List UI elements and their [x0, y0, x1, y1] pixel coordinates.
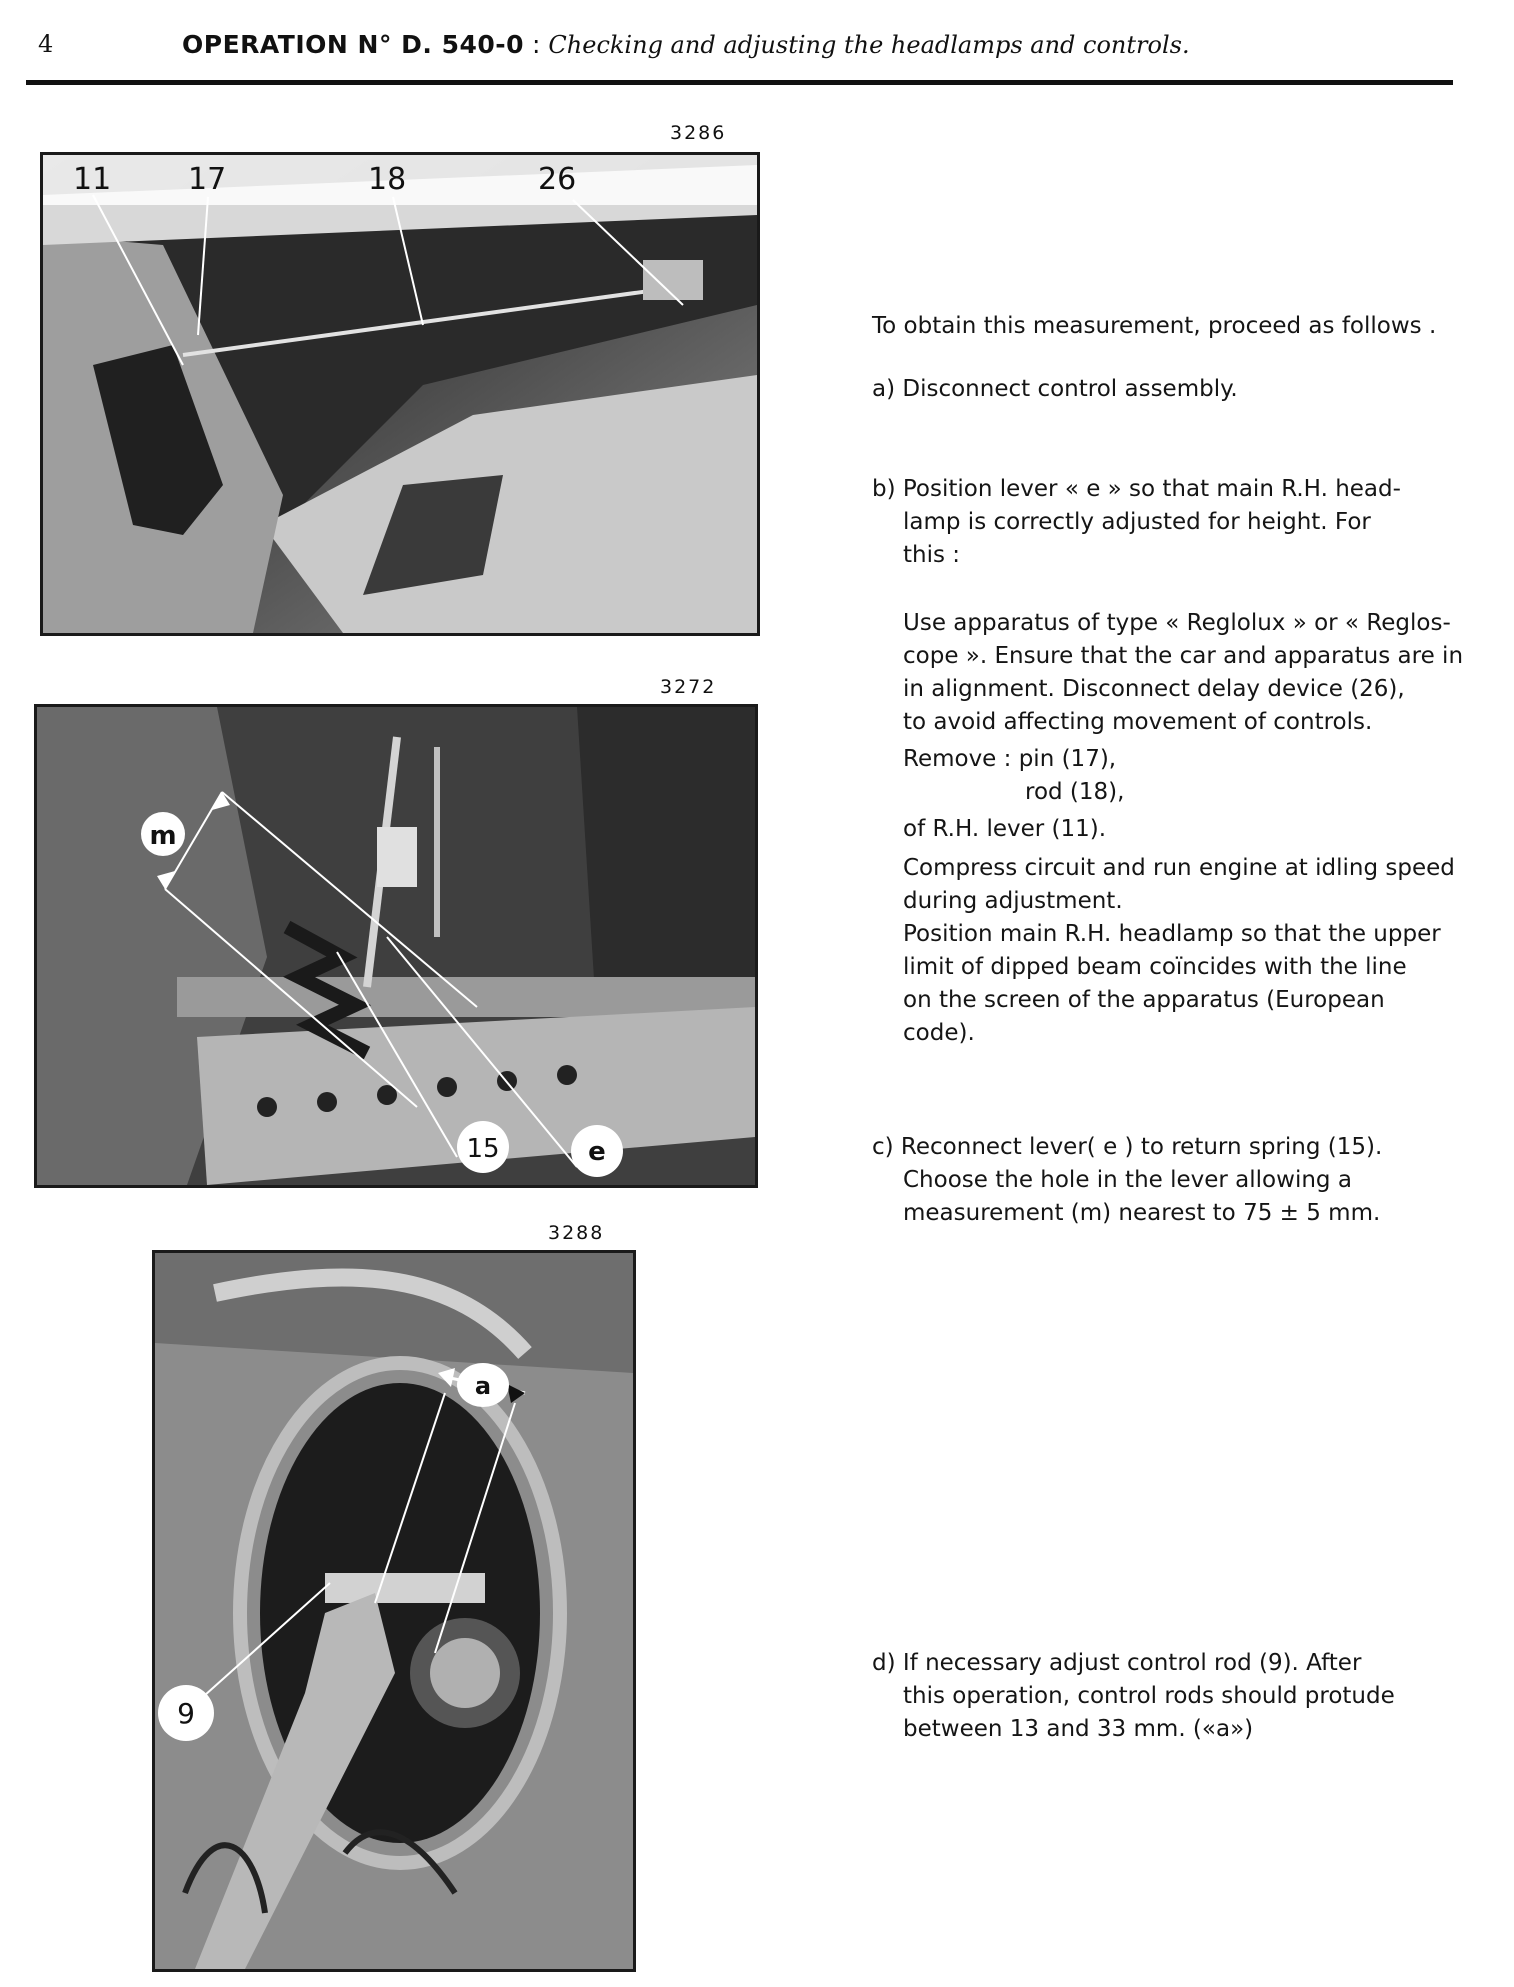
step-b-line-14: limit of dipped beam coïncides with the line: [903, 954, 1407, 980]
figure-number-3288: 3288: [548, 1222, 605, 1244]
photo-figure-3272: [34, 704, 758, 1188]
step-a-line: a) Disconnect control assembly.: [872, 376, 1238, 402]
step-d-line-3: between 13 and 33 mm. («a»): [903, 1716, 1254, 1742]
step-b-line-15: on the screen of the apparatus (European: [903, 987, 1385, 1013]
page-number: 4: [38, 30, 54, 58]
step-b-line-4: Use apparatus of type « Reglolux » or « Reglos-: [903, 610, 1451, 636]
step-b-line-12: during adjustment.: [903, 888, 1123, 914]
callout-18: 18: [368, 162, 407, 197]
step-d-line-2: this operation, control rods should protude: [903, 1683, 1395, 1709]
step-b-line-8: Remove : pin (17),: [903, 746, 1117, 772]
photo-figure-3286: [40, 152, 760, 636]
step-b-line-7: to avoid affecting movement of controls.: [903, 709, 1373, 735]
callout-17: 17: [188, 162, 227, 197]
step-d: [872, 1647, 1395, 1746]
step-b-line-9: rod (18),: [1025, 779, 1125, 805]
callout-m: m: [149, 821, 177, 851]
step-b-line-13: Position main R.H. headlamp so that the upper: [903, 921, 1441, 947]
step-b-body: [903, 607, 1463, 1050]
header-title: [182, 30, 1190, 59]
step-b-line-11: Compress circuit and run engine at idling speed: [903, 855, 1455, 881]
step-b-line-3: this :: [903, 542, 961, 568]
photo-figure-3288: [152, 1250, 636, 1972]
callout-26: 26: [538, 162, 577, 197]
step-a: [872, 373, 1238, 406]
step-c: [872, 1131, 1382, 1230]
intro-paragraph: [872, 310, 1436, 343]
step-b-line-6: in alignment. Disconnect delay device (26),: [903, 676, 1405, 702]
step-b-line-5: cope ». Ensure that the car and apparatus are in: [903, 643, 1464, 669]
step-c-line-2: Choose the hole in the lever allowing a: [903, 1167, 1352, 1193]
callout-e: e: [588, 1137, 606, 1167]
callout-11: 11: [73, 162, 112, 197]
step-b-header: [872, 473, 1401, 572]
callout-9: 9: [177, 1697, 195, 1730]
figure-number-3286: 3286: [670, 122, 727, 144]
operation-number: OPERATION N° D. 540-0: [182, 30, 525, 59]
step-c-line-3: measurement (m) nearest to 75 ± 5 mm.: [903, 1200, 1381, 1226]
step-d-line-1: d) If necessary adjust control rod (9). After: [872, 1650, 1362, 1676]
figure-number-3272: 3272: [660, 676, 717, 698]
step-c-line-1: c) Reconnect lever( e ) to return spring (15).: [872, 1134, 1383, 1160]
header-rule: [26, 80, 1453, 85]
step-b-line-1: b) Position lever « e » so that main R.H. head-: [872, 476, 1401, 502]
step-b-line-10: of R.H. lever (11).: [903, 816, 1107, 842]
callout-15: 15: [466, 1134, 500, 1164]
header-separator: :: [524, 30, 549, 59]
operation-subtitle: Checking and adjusting the headlamps and controls.: [548, 31, 1190, 59]
step-b-line-2: lamp is correctly adjusted for height. For: [903, 509, 1371, 535]
callout-a: a: [474, 1372, 492, 1400]
intro-line: To obtain this measurement, proceed as follows .: [872, 313, 1437, 339]
step-b-line-16: code).: [903, 1020, 975, 1046]
